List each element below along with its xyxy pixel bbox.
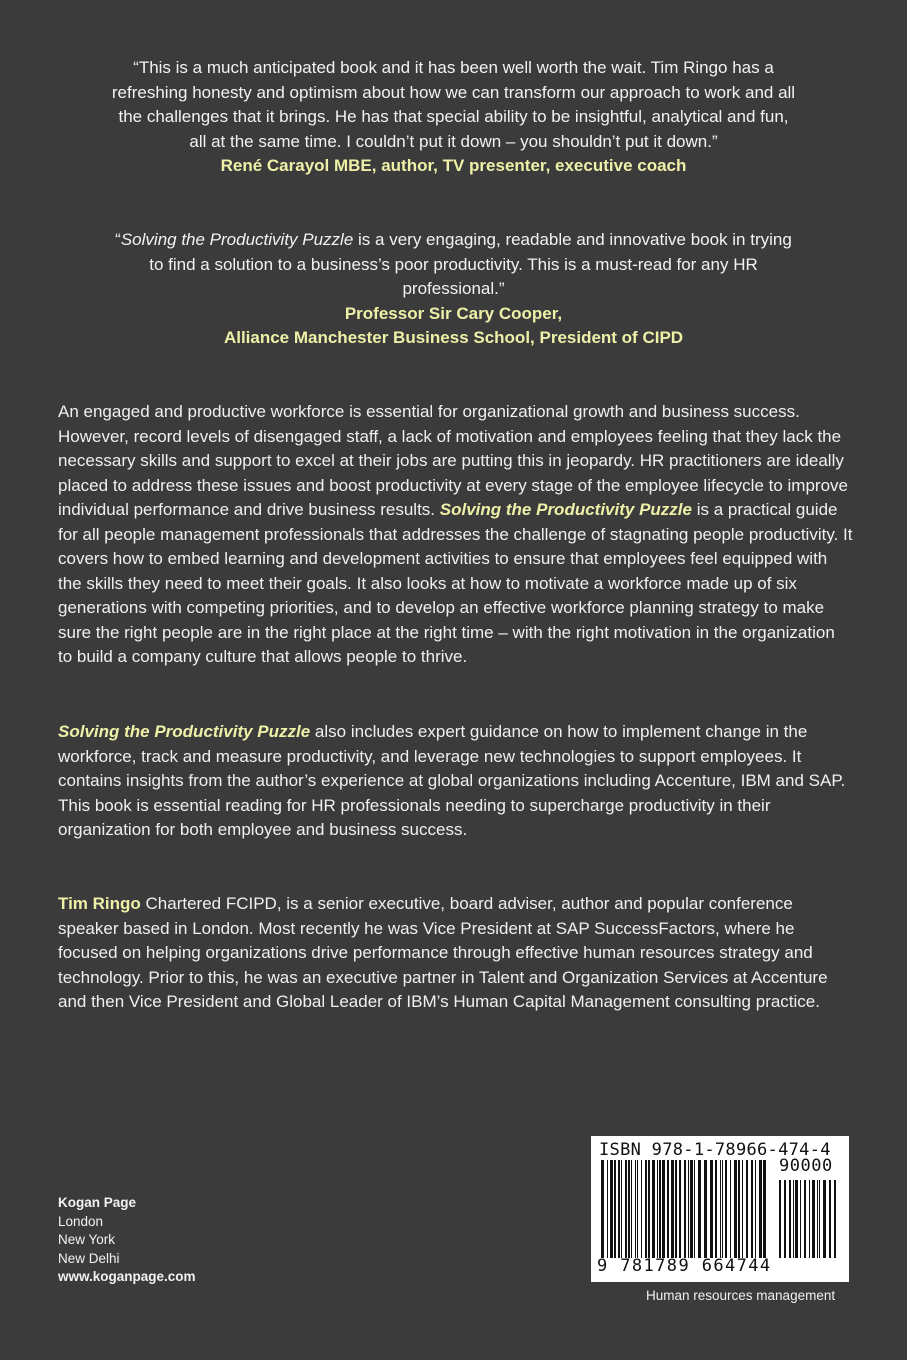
description-book-title: Solving the Productivity Puzzle [58, 722, 311, 741]
barcode-bar [809, 1180, 810, 1258]
publisher-city: London [58, 1213, 104, 1229]
quote-book-title: Solving the Productivity Puzzle [120, 230, 354, 249]
publisher-website: www.koganpage.com [58, 1269, 196, 1284]
barcode-bar [679, 1160, 681, 1258]
author-bio-text: Chartered FCIPD, is a senior executive, board adviser, author and popular conference speaker based in London. Most recently he was Vice President at SAP SuccessFactors, where he focused on helping organizations drive performance through effective human resources strategy and technology. Prior to this, he was an executive partner in Talent and Organization Services at Accenture and then Vice President and Global Leader of IBM’s Human Capital Management consulting practice. [58, 894, 828, 1011]
quote-text [110, 228, 797, 302]
publisher-city: New Delhi [58, 1250, 120, 1266]
author-name: Tim Ringo [58, 894, 141, 913]
barcode-bar [641, 1160, 642, 1258]
description-book-title: Solving the Productivity Puzzle [439, 500, 692, 519]
book-description-paragraph-1 [58, 400, 853, 670]
barcode-bar [715, 1160, 717, 1258]
barcode-bar [625, 1160, 627, 1258]
endorsement-quote-1 [110, 56, 797, 179]
publisher-name: Kogan Page [58, 1195, 137, 1210]
barcode-bar [793, 1180, 794, 1258]
publisher-city: New York [58, 1232, 116, 1247]
barcode-bar [698, 1160, 701, 1258]
description-body: also includes expert guidance on how to implement change in the workforce, track and measure productivity, and leverage new technologies to support employees. It contains insights from the author’s experience at global organizations including Accenture, IBM and SAP. This book is essential reading for HR professionals needing to supercharge productivity in their organization for both employee and business success. [58, 722, 846, 839]
quote-attribution-line-2: Alliance Manchester Business School, President of CIPD [223, 328, 684, 347]
barcode-bar [742, 1160, 743, 1258]
quote-attribution: René Carayol MBE, author, TV presenter, executive coach [220, 156, 687, 175]
barcode-bar [829, 1180, 831, 1258]
addon-barcode-bars [779, 1180, 837, 1258]
barcode-bar [804, 1180, 806, 1258]
quote-attribution-line-1: Professor Sir Cary Cooper, [344, 303, 563, 323]
barcode-bar [648, 1160, 650, 1258]
barcode-bar [610, 1160, 613, 1258]
barcode-bar [631, 1160, 632, 1258]
barcode-bar [784, 1180, 786, 1258]
barcode-bar [823, 1180, 826, 1258]
barcode-bar [694, 1160, 695, 1258]
barcode-bar [704, 1160, 707, 1258]
barcode-bar [667, 1160, 669, 1258]
publisher-block [58, 1194, 196, 1287]
barcode-bar [734, 1160, 737, 1258]
barcode-bar [710, 1160, 713, 1258]
barcode-bar [725, 1160, 727, 1258]
barcode-bar [662, 1160, 665, 1258]
subject-category: Human resources management [646, 1288, 836, 1303]
barcode-bar [730, 1160, 731, 1258]
description-body: is a practical guide for all people management professionals that addresses the challenge of stagnating people productivity. It covers how to embed learning and development activities to ensure that employees feel equipped with the skills they need to meet their goals. It also looks at how to motivate a workforce made up of six generations with competing priorities, and to develop an effective workforce planning strategy to make sure the right people are in the right place at the right time – with the right motivation in the organization to build a company culture that allows people to thrive. [58, 500, 853, 666]
quote-text: “This is a much anticipated book and it has been well worth the wait. Tim Ringo has a refreshing honesty and optimism about how we can transform our approach to work and all the challenges that it brings. He has that special ability to be insightful, analytical and fun, all at the same time. I couldn’t put it down – you shouldn’t put it down.” [111, 58, 796, 151]
barcode-bar [671, 1160, 674, 1258]
barcode-bar [657, 1160, 658, 1258]
quote-body: is a very engaging, readable and innovative book in trying to find a solution to a business’s poor productivity. This is a must-read for any HR professional.” [149, 230, 792, 298]
isbn-barcode [591, 1136, 849, 1282]
barcode-bar [738, 1160, 740, 1258]
description-intro: An engaged and productive workforce is essential for organizational growth and business success. However, record levels of disengaged staff, a lack of motivation and employees feeling that they lack the necessary skills and support to excel at their jobs are putting this in jeopardy. HR practitioners are ideally placed to address these issues and boost productivity at every stage of the employee lifecycle to improve individual performance and drive business results. [58, 402, 848, 519]
barcode-bar [635, 1160, 636, 1258]
barcode-bar [637, 1160, 638, 1258]
barcode-bar [614, 1160, 616, 1258]
quote-open-mark: “ [115, 230, 121, 249]
endorsement-quote-2 [110, 228, 797, 351]
barcode-bar [812, 1180, 815, 1258]
barcode-bar [722, 1160, 723, 1258]
ean-barcode-bars [601, 1160, 767, 1258]
barcode-bar [618, 1160, 620, 1258]
barcode-bar [684, 1160, 686, 1258]
barcode-bar [652, 1160, 655, 1258]
barcode-bar [779, 1180, 781, 1258]
book-description-paragraph-2 [58, 720, 853, 843]
barcode-bar [621, 1160, 622, 1258]
barcode-bar [607, 1160, 608, 1258]
barcode-bar [834, 1180, 836, 1258]
ean-digits: 9 781789 664744 [597, 1256, 772, 1276]
barcode-bar [601, 1160, 604, 1258]
barcode-bar [819, 1180, 820, 1258]
addon-digits: 90000 [779, 1156, 833, 1176]
barcode-bar [720, 1160, 721, 1258]
barcode-bar [675, 1160, 677, 1258]
barcode-bar [817, 1180, 818, 1258]
barcode-bar [751, 1160, 753, 1258]
barcode-bar [795, 1180, 798, 1258]
barcode-bar [759, 1160, 762, 1258]
barcode-bar [690, 1160, 693, 1258]
barcode-bar [688, 1160, 689, 1258]
barcode-bar [645, 1160, 647, 1258]
barcode-bar [800, 1180, 801, 1258]
barcode-bar [763, 1160, 766, 1258]
barcode-bar [746, 1160, 748, 1258]
barcode-bar [789, 1180, 791, 1258]
barcode-bar [755, 1160, 756, 1258]
barcode-bar [628, 1160, 630, 1258]
barcode-bar [659, 1160, 661, 1258]
author-bio [58, 892, 853, 1015]
isbn-label: ISBN 978-1-78966-474-4 [599, 1140, 831, 1160]
